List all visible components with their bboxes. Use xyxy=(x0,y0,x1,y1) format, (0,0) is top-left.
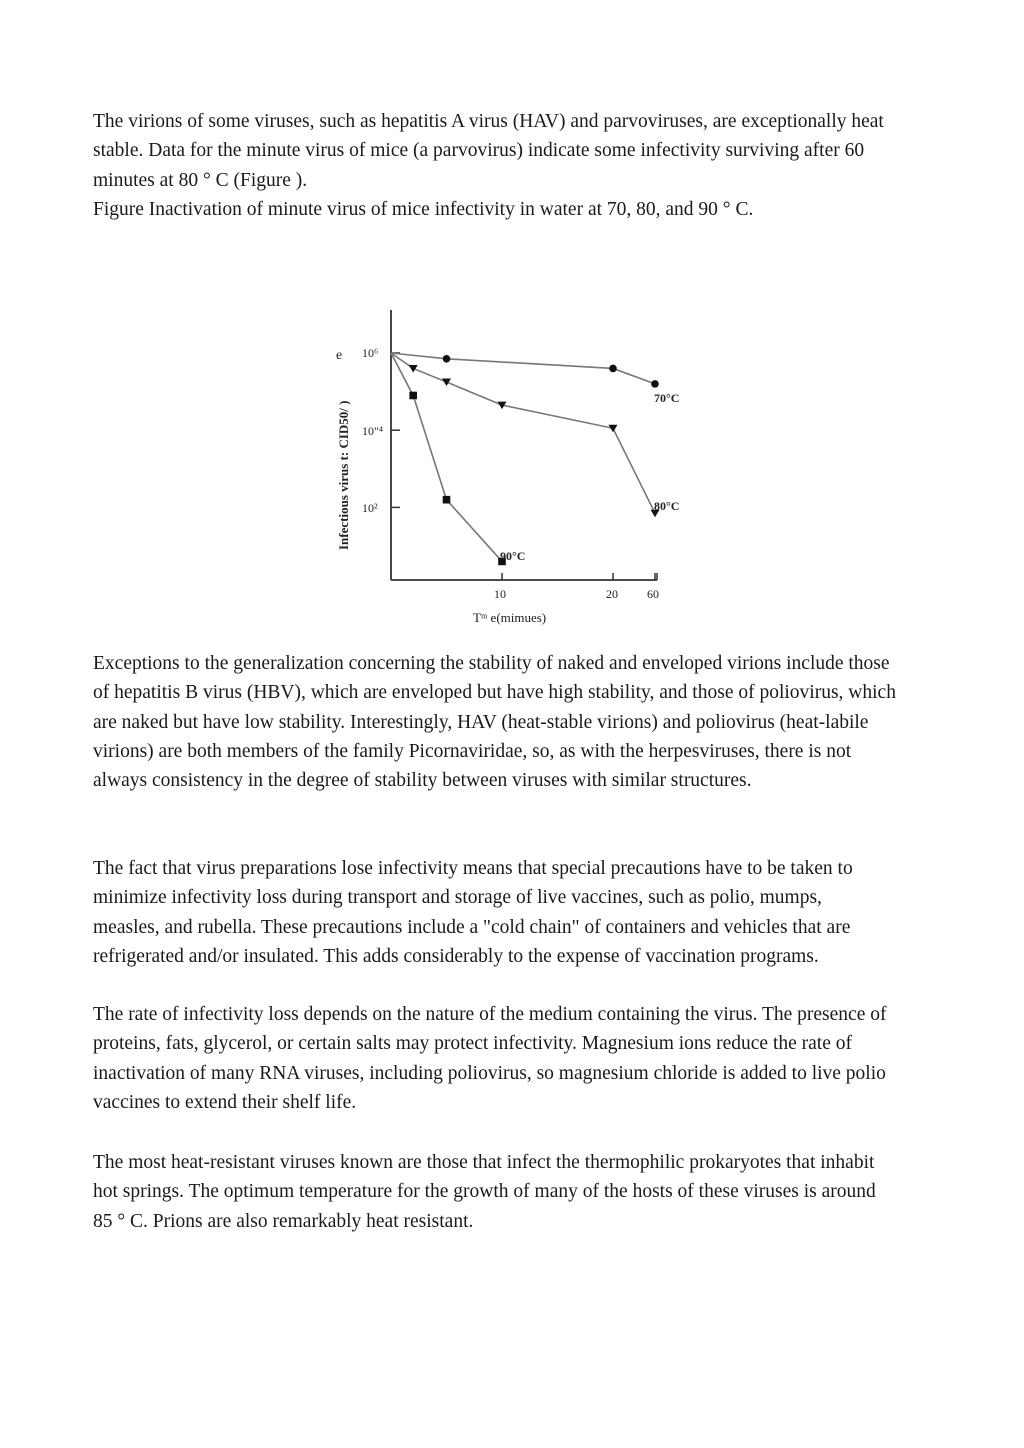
y-tick-label-3: 10² xyxy=(362,501,378,515)
data-point-80-4 xyxy=(609,425,618,433)
paragraph-intro: The virions of some viruses, such as hepatitis A virus (HAV) and parvoviruses, are exceptionally heat stable. Data for the minute virus of mice (a parvovirus) indicate some infectivity surviving after 60 minutes at 80 ° C (Figure ). xyxy=(93,111,884,191)
data-point-80-1 xyxy=(409,365,418,373)
x-tick-label-3: 60 xyxy=(647,587,659,601)
series-label-80: 80°C xyxy=(654,499,680,513)
data-point-70-2 xyxy=(609,365,617,373)
data-point-90-2 xyxy=(443,496,451,504)
x-tick-label-1: 10 xyxy=(494,587,506,601)
paragraph-exceptions: Exceptions to the generalization concerning the stability of naked and enveloped virions include those of hepatitis B virus (HBV), which are enveloped but have high stability, and those of poliovirus, which are naked but have low stability. Interestingly, HAV (heat-stable virions) and poliovirus (heat-labile virions) are both members of the family Picornaviridae, so, as with the herpesviruses, there is not always consistency in the degree of stability between viruses with similar structures. xyxy=(93,653,896,792)
series-line-80 xyxy=(391,353,655,513)
paragraph-heat-resistant: The most heat-resistant viruses known are those that infect the thermophilic prokaryotes that inhabit hot springs. The optimum temperature for the growth of many of the hosts of these viruses is around 85 ° C. Prions are also remarkably heat resistant. xyxy=(93,1152,876,1232)
x-axis-label: Tᵐ e(mimues) xyxy=(473,610,547,625)
data-point-80-2 xyxy=(442,378,451,386)
inactivation-chart xyxy=(328,300,708,640)
y-axis-top-label: e xyxy=(336,348,343,363)
y-axis-label: Infectious virus t: CID50/ ) xyxy=(336,400,351,550)
data-point-70-3 xyxy=(651,380,659,388)
series-label-90: 90°C xyxy=(500,549,526,563)
paragraph-rate: The rate of infectivity loss depends on the nature of the medium containing the virus. The presence of proteins, fats, glycerol, or certain salts may protect infectivity. Magnesium ions reduce the rate of inactivation of many RNA viruses, including poliovirus, so magnesium chloride is added to live polio vaccines to extend their shelf life. xyxy=(93,1004,887,1113)
y-tick-label-1: 10⁶ xyxy=(362,346,379,360)
data-point-90-1 xyxy=(409,392,417,400)
series-label-70: 70°C xyxy=(654,391,680,405)
x-tick-label-2: 20 xyxy=(606,587,618,601)
paragraph-precautions: The fact that virus preparations lose infectivity means that special precautions have to be taken to minimize infectivity loss during transport and storage of live vaccines, such as polio, mumps, measles, and rubella. These precautions include a "cold chain" of containers and vehicles that are refrigerated and/or insulated. This adds considerably to the expense of vaccination programs. xyxy=(93,858,853,967)
figure-caption: Figure Inactivation of minute virus of mice infectivity in water at 70, 80, and 90 ° C. xyxy=(93,199,754,220)
data-point-70-1 xyxy=(443,355,451,363)
y-tick-label-2: 10"⁴ xyxy=(362,424,384,438)
